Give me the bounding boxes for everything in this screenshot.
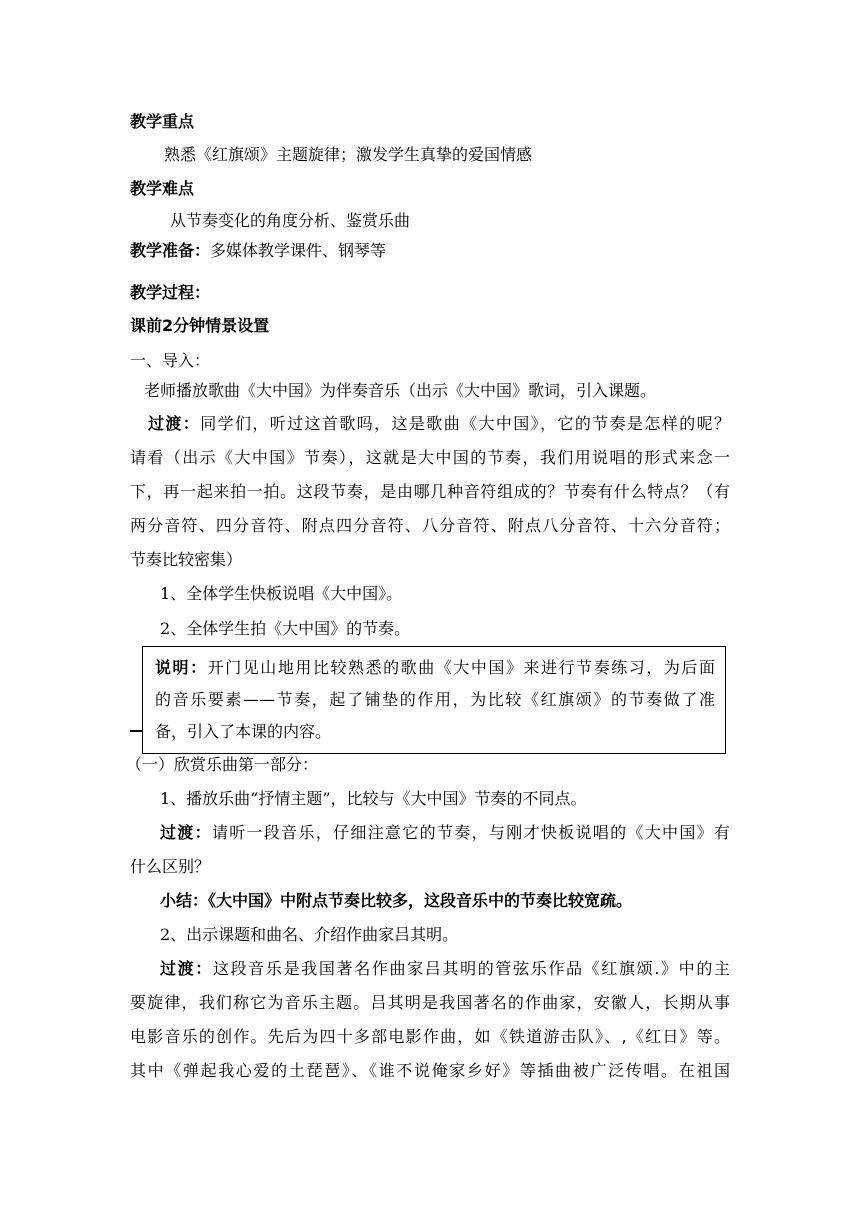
intro-transition-line: 下，再一起来拍一拍。这段节奏，是由哪几种音符组成的？节奏有什么特点？（有 bbox=[130, 482, 730, 501]
prep-paragraph bbox=[130, 240, 386, 262]
note-box bbox=[142, 646, 726, 754]
note-label: 说明： bbox=[155, 658, 208, 677]
note-line: 的音乐要素——节奏，起了铺垫的作用，为比较《红旗颂》的节奏做了准 bbox=[155, 690, 715, 709]
difficulty-text: 从节奏变化的角度分析、鉴赏乐曲 bbox=[170, 211, 411, 230]
intro-paragraph: 老师播放歌曲《大中国》为伴奏音乐（出示《大中国》歌词，引入课题。 bbox=[144, 381, 657, 400]
transition-label: 过渡： bbox=[160, 959, 213, 978]
warmup-heading: 课前2分钟情景设置 bbox=[130, 316, 270, 335]
intro-transition-line: 过渡：同学们，听过这首歌吗，这是歌曲《大中国》，它的节奏是怎样的呢？ bbox=[148, 414, 730, 433]
transition-label: 过渡： bbox=[160, 823, 212, 842]
intro-heading: 一、导入： bbox=[130, 351, 211, 370]
prep-text: 多媒体教学课件、钢琴等 bbox=[210, 241, 387, 260]
covered-heading-stub bbox=[130, 730, 142, 732]
part1-step-1: 1、播放乐曲“抒情主题”，比较与《大中国》节奏的不同点。 bbox=[160, 789, 587, 808]
part1-transition2-line: 其中《弹起我心爱的土琵琶》、《谁不说俺家乡好》等插曲被广泛传唱。在祖国 bbox=[130, 1061, 730, 1080]
part1-transition2-line: 过渡：这段音乐是我国著名作曲家吕其明的管弦乐作品《红旗颂.》中的主 bbox=[160, 959, 730, 978]
note-line: 说明：开门见山地用比较熟悉的歌曲《大中国》来进行节奏练习，为后面 bbox=[155, 658, 715, 677]
transition-label: 过渡： bbox=[148, 414, 201, 433]
note-line: 备，引入了本课的内容。 bbox=[155, 722, 332, 741]
focus-text: 熟悉《红旗颂》主题旋律；激发学生真挚的爱国情感 bbox=[164, 145, 533, 164]
focus-heading: 教学重点 bbox=[130, 112, 195, 131]
prep-heading: 教学准备： bbox=[130, 241, 211, 260]
intro-step-2: 2、全体学生拍《大中国》的节奏。 bbox=[160, 619, 411, 638]
part1-summary: 小结：《大中国》中附点节奏比较多，这段音乐中的节奏比较宽疏。 bbox=[160, 891, 633, 910]
part1-transition2-line: 电影音乐的创作。先后为四十多部电影作曲，如《铁道游击队》、,《红日》等。 bbox=[130, 1027, 730, 1046]
part1-heading: （一）欣赏乐曲第一部分： bbox=[126, 755, 319, 774]
intro-transition-line: 节奏比较密集） bbox=[130, 550, 243, 569]
part1-step-2: 2、出示课题和曲名、介绍作曲家吕其明。 bbox=[160, 925, 459, 944]
intro-transition-line: 两分音符、四分音符、附点四分音符、八分音符、附点八分音符、十六分音符； bbox=[130, 516, 730, 535]
intro-step-1: 1、全体学生快板说唱《大中国》。 bbox=[160, 584, 403, 603]
difficulty-heading: 教学难点 bbox=[130, 179, 195, 198]
intro-transition-line: 请看（出示《大中国》节奏），这就是大中国的节奏，我们用说唱的形式来念一 bbox=[130, 448, 730, 467]
summary-label: 小结： bbox=[160, 891, 209, 910]
part1-transition2-line: 要旋律，我们称它为音乐主题。吕其明是我国著名的作曲家，安徽人，长期从事 bbox=[130, 993, 730, 1012]
part1-transition-line: 过渡：请听一段音乐，仔细注意它的节奏，与刚才快板说唱的《大中国》有 bbox=[160, 823, 730, 842]
part1-heading-clip bbox=[126, 754, 366, 776]
process-heading: 教学过程： bbox=[130, 283, 211, 302]
part1-transition-line: 什么区别？ bbox=[130, 857, 211, 876]
